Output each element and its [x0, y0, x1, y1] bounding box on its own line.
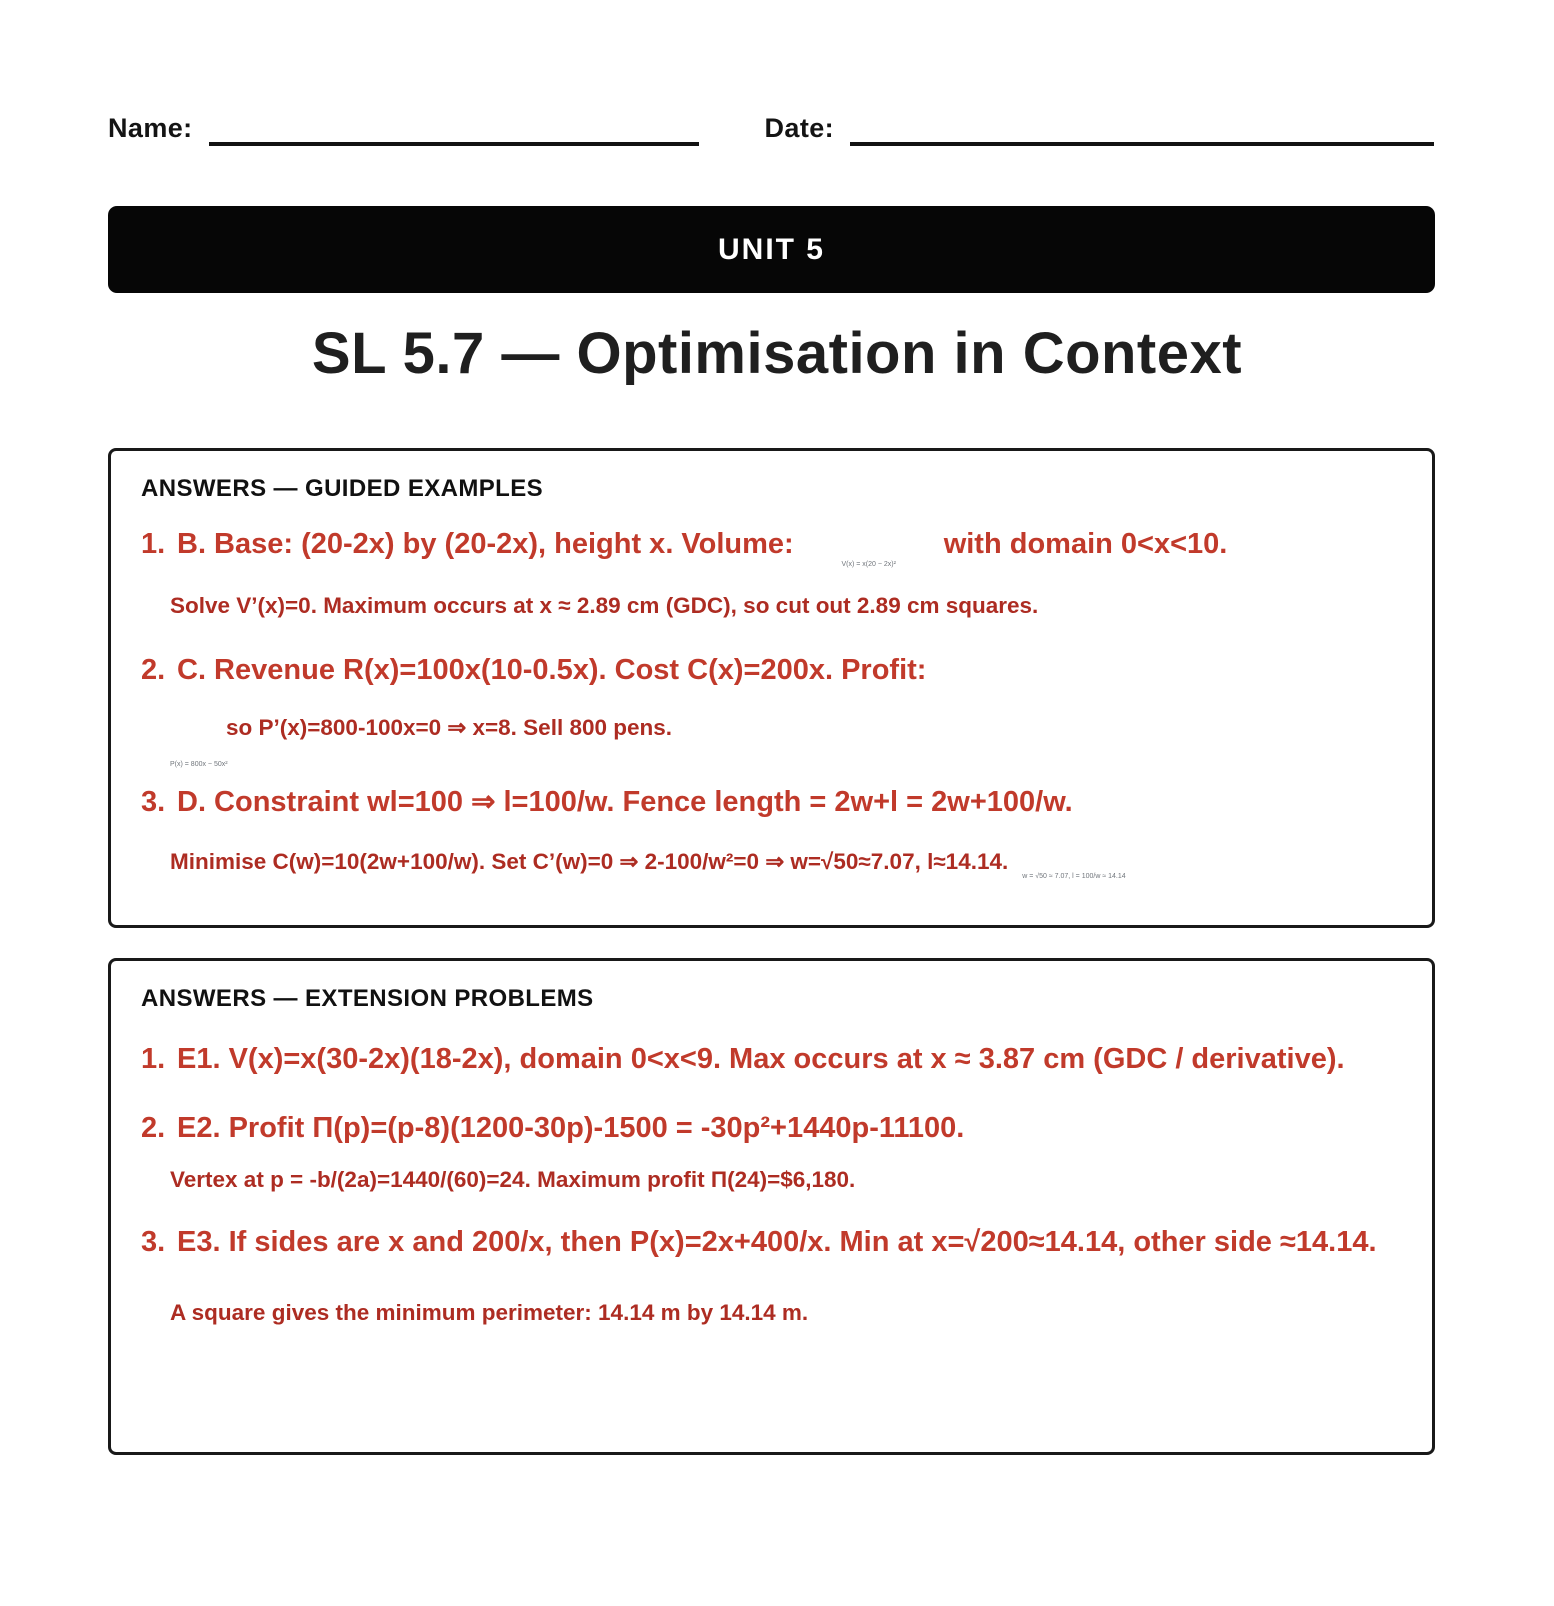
item-main-text: D. Constraint wl=100 ⇒ l=100/w. Fence length = 2w+l = 2w+100/w. — [177, 785, 1073, 818]
item-number: 3. — [141, 785, 166, 818]
date-underline — [850, 142, 1434, 146]
extension-answers-box — [108, 958, 1435, 1455]
extension-subtext-2: Vertex at p = -b/(2a)=1440/(60)=24. Maximum profit Π(24)=$6,180. — [170, 1167, 856, 1193]
item-main-text: E1. V(x)=x(30-2x)(18-2x), domain 0<x<9. Max occurs at x ≈ 3.87 cm (GDC / derivative). — [177, 1042, 1345, 1075]
item-number: 1. — [141, 527, 166, 560]
date-label: Date: — [764, 113, 835, 143]
answer-subtext-3 — [170, 848, 1402, 880]
page-title: SL 5.7 — Optimisation in Context — [311, 321, 1243, 386]
item-main-text: C. Revenue R(x)=100x(10-0.5x). Cost C(x)=200x. Profit: — [177, 654, 927, 687]
item-main-text: E3. If sides are x and 200/x, then P(x)=2x+400/x. Min at x=√200≈14.14, other side ≈14.14. — [177, 1225, 1377, 1258]
extension-subtext-3: A square gives the minimum perimeter: 14.14 m by 14.14 m. — [170, 1299, 809, 1325]
extension-item-2 — [141, 1110, 1402, 1146]
guided-answers-box — [108, 448, 1435, 928]
tiny-volume-formula: V(x) = x(20 − 2x)² — [841, 560, 896, 568]
extension-heading: ANSWERS — EXTENSION PROBLEMS — [141, 985, 594, 1012]
item-number: 1. — [141, 1042, 166, 1075]
name-date-row — [108, 112, 1434, 148]
item-number: 3. — [141, 1225, 166, 1258]
item-main-text: E2. Profit Π(p)=(p-8)(1200-30p)-1500 = -30p²+1440p-11100. — [177, 1112, 965, 1145]
extension-item-1 — [141, 1036, 1402, 1082]
item-main-text — [177, 526, 1402, 568]
item-text-before: B. Base: (20-2x) by (20-2x), height x. Volume: — [177, 527, 794, 560]
guided-heading: ANSWERS — GUIDED EXAMPLES — [141, 475, 544, 502]
name-underline — [209, 142, 699, 146]
tiny-fence-formula: w = √50 ≈ 7.07, l = 100/w ≈ 14.14 — [1022, 872, 1126, 880]
tiny-profit-formula: P(x) = 800x − 50x² — [170, 760, 228, 768]
answer-item-2 — [141, 652, 1402, 688]
answer-item-3 — [141, 784, 1402, 820]
answer-subtext-1: Solve V’(x)=0. Maximum occurs at x ≈ 2.89 cm (GDC), so cut out 2.89 cm squares. — [170, 593, 1039, 619]
answer-item-1 — [141, 526, 1402, 568]
item-number: 2. — [141, 654, 166, 687]
unit-banner-label: UNIT 5 — [717, 232, 825, 266]
name-label: Name: — [108, 113, 193, 143]
extension-item-3 — [141, 1219, 1402, 1265]
subtext: Minimise C(w)=10(2w+100/w). Set C’(w)=0 ⇒ 2-100/w²=0 ⇒ w=√50≈7.07, l≈14.14. — [170, 848, 1009, 874]
unit-banner — [108, 206, 1435, 293]
item-text-after: with domain 0<x<10. — [943, 527, 1228, 560]
answer-subtext-2: so P’(x)=800-100x=0 ⇒ x=8. Sell 800 pens. — [226, 715, 673, 741]
item-number: 2. — [141, 1112, 166, 1145]
